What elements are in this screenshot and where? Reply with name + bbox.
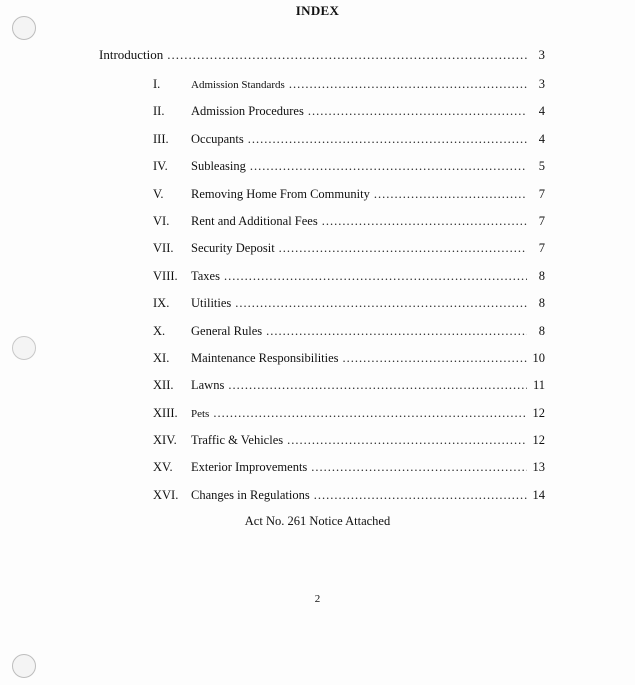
toc-page-number: 8 (538, 296, 545, 311)
dot-leader (250, 159, 527, 174)
toc-section-number: XVI. (153, 487, 179, 502)
toc-section-label: Admission Standards (191, 79, 285, 91)
toc-page-number: 5 (538, 159, 545, 174)
toc-row (153, 324, 545, 351)
dot-leader (224, 269, 527, 284)
toc-section-number: II. (153, 104, 165, 119)
toc-row (153, 433, 545, 460)
toc-section-label: Utilities (191, 296, 232, 311)
toc-section-number: XIV. (153, 433, 177, 448)
dot-leader (287, 433, 527, 448)
page-number: 2 (314, 593, 321, 605)
toc-row (153, 269, 545, 296)
toc-section-label: Traffic & Vehicles (191, 433, 284, 448)
toc-section-label: Changes in Regulations (191, 487, 310, 502)
toc-section-label: Taxes (191, 268, 220, 283)
toc-page-number: 12 (532, 405, 545, 420)
dot-leader (279, 241, 527, 256)
dot-leader (314, 488, 527, 503)
dot-leader (289, 77, 527, 92)
toc-section-number: X. (153, 323, 166, 338)
dot-leader (167, 47, 527, 63)
toc-row (153, 460, 545, 487)
toc-page-number: 12 (532, 433, 545, 448)
dot-leader (343, 351, 527, 366)
toc-section-number: XIII. (153, 405, 178, 420)
toc-page-number: 4 (538, 131, 545, 146)
toc-page-number: 13 (532, 460, 545, 475)
notice-attached-note: Act No. 261 Notice Attached (244, 514, 391, 528)
toc-section-label: Occupants (191, 131, 244, 146)
dot-leader (235, 296, 527, 311)
toc-row (153, 296, 545, 323)
toc-section-number: IX. (153, 296, 170, 311)
page-title: INDEX (295, 3, 340, 18)
toc-section-number: VIII. (153, 268, 178, 283)
toc-page-number: 3 (538, 77, 545, 91)
dot-leader (248, 132, 527, 147)
dot-leader (213, 406, 527, 421)
toc-section-number: XV. (153, 460, 173, 475)
toc-section-label: Subleasing (191, 159, 246, 174)
toc-row (153, 406, 545, 433)
toc-row (153, 488, 545, 515)
toc-section-label: Pets (191, 407, 210, 420)
punch-hole-icon (12, 336, 36, 360)
dot-leader (308, 104, 527, 119)
toc-section-number: III. (153, 131, 169, 146)
toc-row (153, 214, 545, 241)
toc-page-number: 8 (538, 268, 545, 283)
toc-row (153, 77, 545, 104)
toc-section-number: IV. (153, 159, 168, 174)
toc-section-label: Exterior Improvements (191, 460, 308, 475)
toc-section-label: Rent and Additional Fees (191, 213, 318, 228)
toc-row (153, 351, 545, 378)
toc-page-number: 10 (532, 350, 545, 365)
punch-hole-icon (12, 654, 36, 678)
toc-introduction-label: Introduction (99, 47, 164, 62)
dot-leader (311, 460, 527, 475)
toc-row (153, 159, 545, 186)
toc-page-number: 7 (538, 213, 545, 228)
toc-section-label: Lawns (191, 378, 225, 393)
toc-introduction-row (99, 47, 545, 65)
toc-section-label: General Rules (191, 323, 263, 338)
toc-row (153, 187, 545, 214)
toc-row (153, 378, 545, 405)
toc-section-number: XI. (153, 350, 170, 365)
toc-section-number: I. (153, 77, 161, 91)
table-of-contents (153, 77, 545, 515)
toc-section-number: VI. (153, 213, 170, 228)
toc-row (153, 241, 545, 268)
toc-page-number: 11 (532, 378, 545, 393)
toc-page-number: 4 (538, 104, 545, 119)
toc-page-number: 8 (538, 323, 545, 338)
punch-hole-icon (12, 16, 36, 40)
dot-leader (374, 187, 527, 202)
dot-leader (322, 214, 527, 229)
dot-leader (228, 378, 527, 393)
toc-page-number: 7 (538, 241, 545, 256)
toc-section-number: V. (153, 186, 164, 201)
toc-page-number: 14 (532, 487, 545, 502)
toc-page-number: 7 (538, 186, 545, 201)
toc-section-label: Security Deposit (191, 241, 275, 256)
toc-section-number: XII. (153, 378, 174, 393)
toc-section-label: Admission Procedures (191, 104, 304, 119)
toc-section-number: VII. (153, 241, 174, 256)
dot-leader (266, 324, 527, 339)
toc-row (153, 132, 545, 159)
toc-section-label: Removing Home From Community (191, 186, 370, 201)
toc-introduction-page: 3 (538, 47, 545, 62)
toc-row (153, 104, 545, 131)
toc-section-label: Maintenance Responsibilities (191, 350, 339, 365)
